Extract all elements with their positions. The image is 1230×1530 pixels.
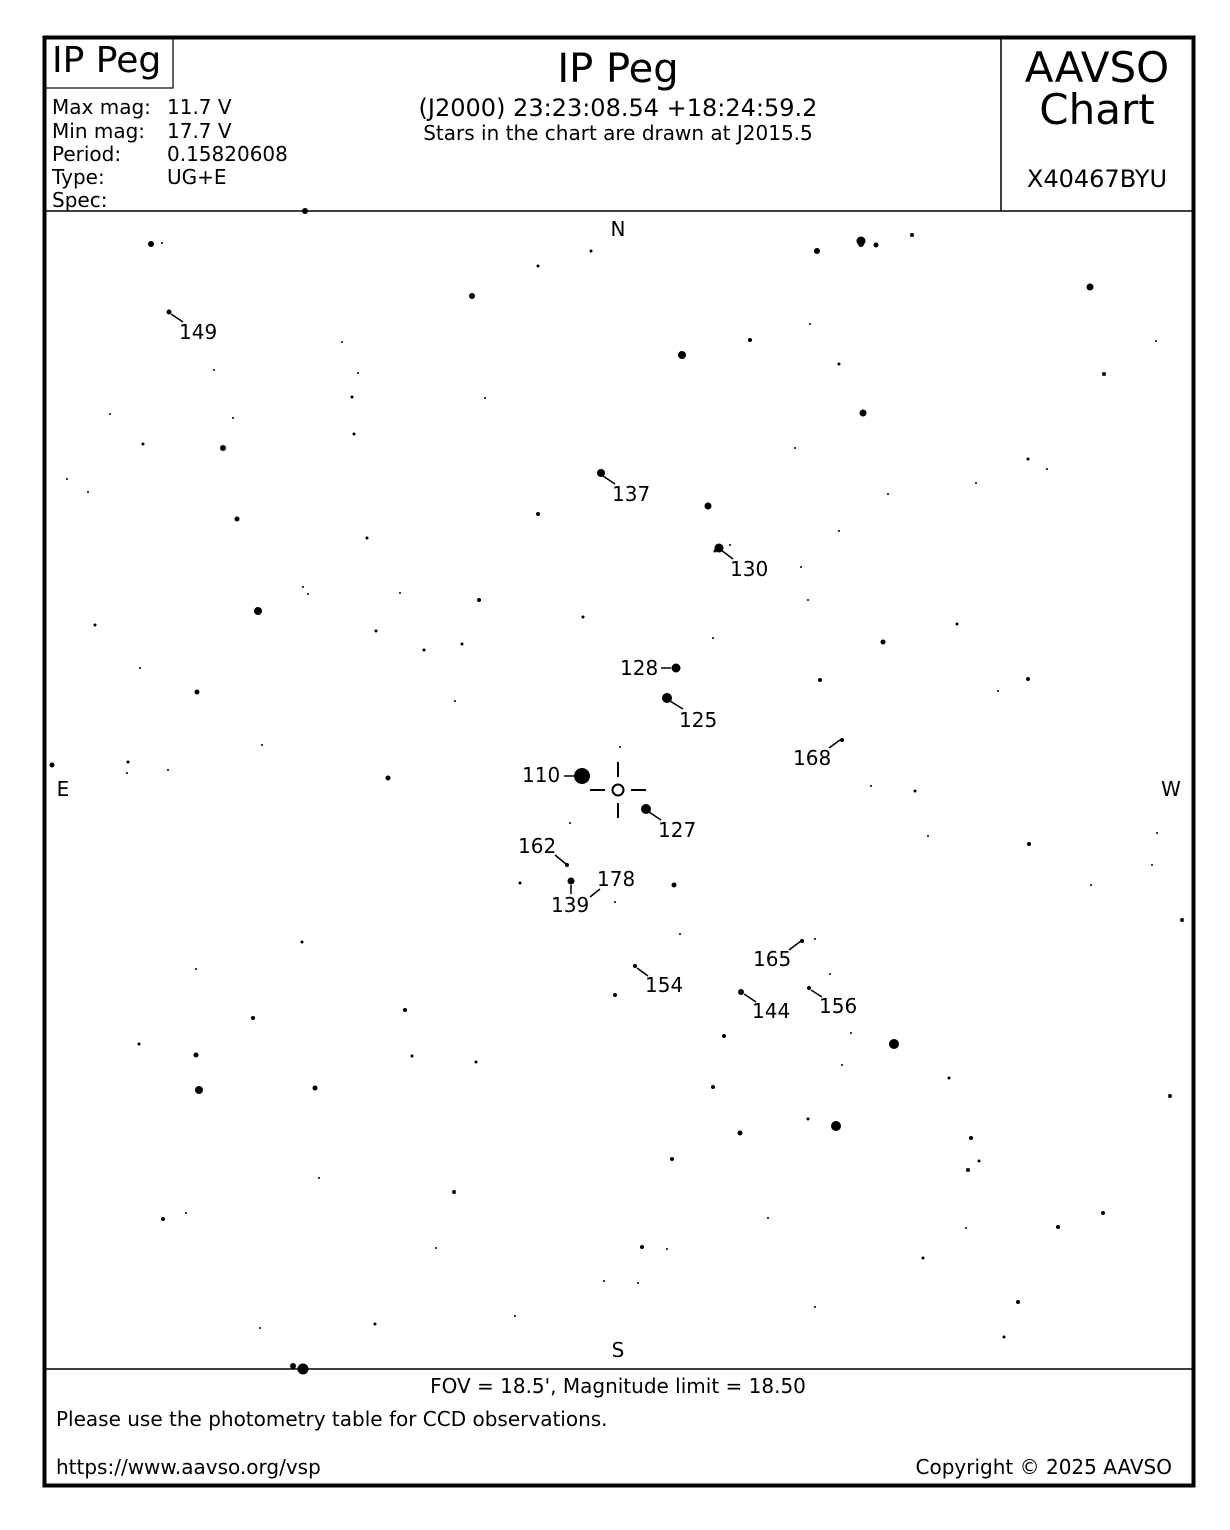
star-dot [807,986,811,990]
photometry-note: Please use the photometry table for CCD observations. [56,1407,608,1431]
star-dot [614,901,616,903]
star-dot [1101,1211,1105,1215]
label-130: 130 [730,557,769,581]
star-dot [514,1315,516,1317]
star-dot [850,1032,852,1034]
star-dot [613,993,617,997]
star-dot [590,250,593,253]
star-dot [1156,832,1158,834]
target-reticle [590,762,646,818]
star-dot [818,678,822,682]
star-dot [814,938,816,940]
star-dot [167,769,169,771]
star-dot [1056,1225,1060,1229]
star-dot [161,1217,165,1221]
star-dot [353,433,356,436]
label-154: 154 [645,973,684,997]
star-dot [127,761,130,764]
star-dot [302,208,308,214]
star-dot [87,491,89,493]
star-dot [738,989,744,995]
star-dot [965,1227,967,1229]
star-dot [1046,468,1048,470]
star-dot [148,241,154,247]
star-dot [679,933,681,935]
star-dot [997,690,999,692]
star-dot [138,1043,141,1046]
star-dot [386,776,391,781]
direction-east: E [56,777,70,801]
star-dot [711,1085,715,1089]
star-dot [807,599,809,601]
star-dot [185,1212,187,1214]
star-dot [261,744,263,746]
star-dot [794,447,796,449]
brand-chart: Chart [1039,85,1155,134]
star-dot [800,566,802,568]
star-dot [1180,918,1184,922]
star-dot [841,1064,843,1066]
star-dot [574,768,590,784]
star-dot [831,1121,841,1131]
star-dot [357,372,359,374]
star-dot [914,790,917,793]
star-dot [807,1118,810,1121]
star-dot [1027,842,1031,846]
star-dot [1087,284,1094,291]
chart-frame [45,38,1194,1486]
star-dot [403,1008,407,1012]
label-127: 127 [658,818,697,842]
label-156: 156 [819,994,858,1018]
star-dot [484,397,486,399]
star-dot [860,410,867,417]
star-dot [748,338,752,342]
star-dot [536,512,540,516]
star-dot [366,537,369,540]
star-dot [714,550,717,553]
star-dot [435,1247,437,1249]
star-dot [887,493,889,495]
star-dot [1168,1094,1172,1098]
star-dot [469,293,475,299]
star-dot [290,1363,296,1369]
star-dot [729,544,731,546]
star-dot [809,323,811,325]
star-dot [167,310,172,315]
star-dot [722,1034,726,1038]
star-dot [301,941,304,944]
star-dot [461,643,464,646]
chart-id: X40467BYU [1026,165,1168,193]
star-dot [705,503,712,510]
star-dot [948,1077,951,1080]
epoch-note: Stars in the chart are drawn at J2015.5 [423,121,813,145]
star-dot [411,1055,414,1058]
star-dot [235,517,240,522]
star-dot [454,700,456,702]
star-dot [637,1282,639,1284]
label-128: 128 [620,656,659,680]
star-dot [1151,864,1153,866]
star-dot [423,649,426,652]
info-label-period: Period: [52,142,122,166]
leader-162 [555,855,566,864]
star-dot [881,640,886,645]
label-168: 168 [793,746,832,770]
star-dot [259,1327,261,1329]
star-dot [829,973,831,975]
chart-title: IP Peg [557,46,679,92]
star-dot [670,1157,674,1161]
label-125: 125 [679,708,718,732]
direction-south: S [611,1338,625,1362]
star-dot [1026,677,1030,681]
star-dot [738,1131,743,1136]
star-dot [619,746,621,748]
star-dot [1155,340,1157,342]
info-value-type: UG+E [167,165,227,189]
star-dot [109,413,111,415]
vsp-url: https://www.aavso.org/vsp [56,1455,321,1479]
star-dot [351,396,354,399]
star-dot [298,1364,309,1375]
star-dot [672,664,681,673]
star-dot [927,835,929,837]
star-dot [1102,372,1106,376]
label-144: 144 [752,999,791,1023]
star-dot [452,1190,456,1194]
star-dot [838,363,841,366]
star-dot [66,478,68,480]
info-value-period: 0.15820608 [167,142,288,166]
star-dot [1016,1300,1020,1304]
star-dot [1090,884,1092,886]
star-dot [399,592,401,594]
star-dot [975,482,977,484]
info-label-type: Type: [52,165,105,189]
star-dot [313,1086,318,1091]
star-dot [126,772,128,774]
star-dot [375,630,378,633]
star-dot [969,1136,973,1140]
star-dot [195,1086,203,1094]
star-dot [195,690,200,695]
info-value-min: 17.7 V [167,119,232,143]
star-dot [519,882,522,885]
direction-west: W [1161,777,1181,801]
info-label-max: Max mag: [52,95,151,119]
star-dot [712,637,714,639]
target-coordinates: (J2000) 23:23:08.54 +18:24:59.2 [418,94,818,122]
star-dot [814,248,820,254]
comparison-labels [171,314,840,1002]
star-dot [568,878,575,885]
label-178: 178 [597,867,636,891]
comparison-label-text [179,320,857,1023]
star-dot [1003,1336,1006,1339]
star-dot [767,1217,769,1219]
star-dot [341,341,343,343]
star-dot [50,763,55,768]
brand-aavso: AAVSO [1024,43,1170,92]
label-149: 149 [179,320,218,344]
star-dot [603,1280,605,1282]
star-dot [858,241,864,247]
star-dot [870,785,872,787]
label-165: 165 [753,947,792,971]
star-dot [814,1306,816,1308]
star-dot [582,616,585,619]
star-dot [232,417,234,419]
star-dot [922,1257,925,1260]
info-label-min: Min mag: [52,119,146,143]
star-dot [640,1245,644,1249]
star-dot [569,822,571,824]
star-info [51,95,288,212]
label-110: 110 [522,763,561,787]
star-dot [475,1061,478,1064]
star-dot [678,351,686,359]
direction-north: N [610,217,626,241]
star-dot [910,233,914,237]
star-dot [195,968,197,970]
star-dot [874,243,879,248]
star-dot [142,443,145,446]
star-dot [318,1177,320,1179]
star-dot [220,445,226,451]
star-field [50,208,1185,1375]
star-dot [633,964,637,968]
info-label-spec: Spec: [52,188,108,212]
star-dot [838,530,840,532]
star-dot [1027,458,1030,461]
target-star [613,785,624,796]
star-dot [94,624,97,627]
star-dot [672,883,677,888]
star-dot [254,607,262,615]
star-dot [302,586,304,588]
star-dot [537,265,540,268]
fov-note: FOV = 18.5', Magnitude limit = 18.50 [430,1374,806,1398]
star-dot [139,667,141,669]
star-dot [477,598,481,602]
star-dot [978,1160,981,1163]
star-dot [666,1248,668,1250]
star-dot [889,1039,899,1049]
name-box-label: IP Peg [52,40,162,81]
label-139: 139 [551,893,590,917]
info-value-max: 11.7 V [167,95,232,119]
star-dot [840,738,844,742]
star-dot [194,1053,199,1058]
label-162: 162 [518,834,557,858]
copyright: Copyright © 2025 AAVSO [915,1455,1172,1479]
star-dot [956,623,959,626]
star-dot [251,1016,255,1020]
star-dot [213,369,215,371]
star-dot [307,593,309,595]
star-dot [374,1323,377,1326]
star-dot [161,242,163,244]
label-137: 137 [612,482,651,506]
star-dot [966,1168,970,1172]
